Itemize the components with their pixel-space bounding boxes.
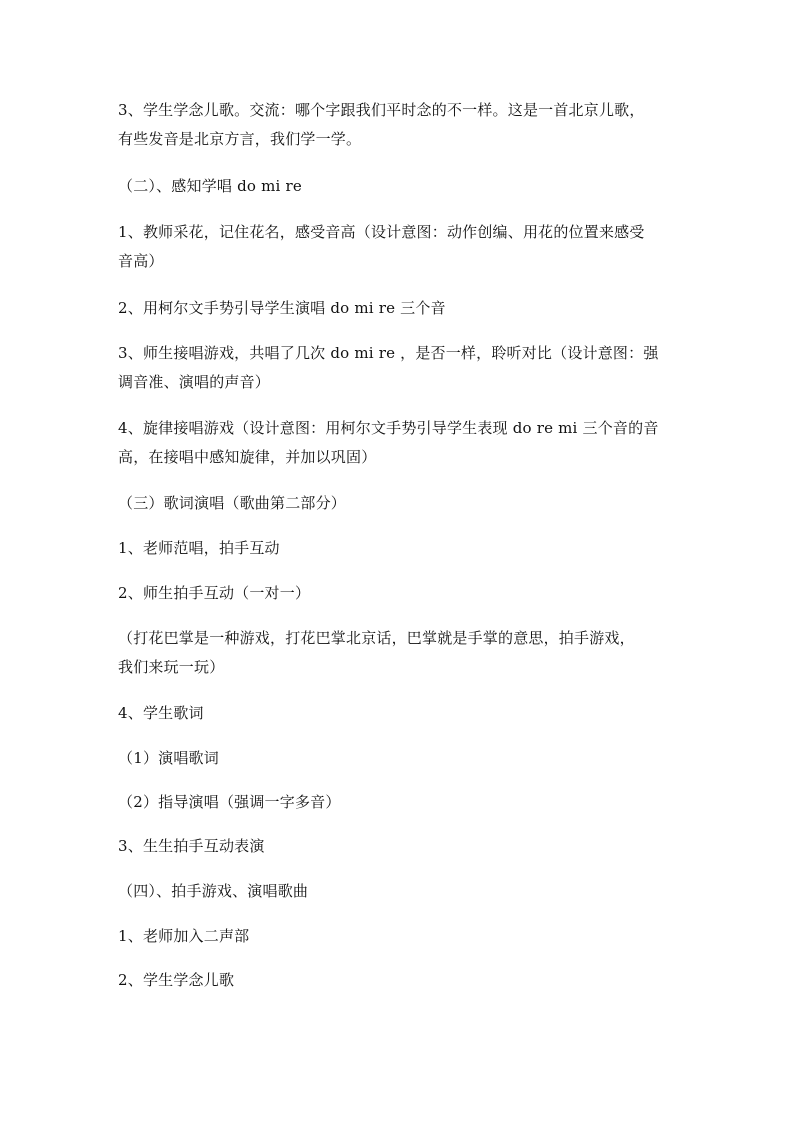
paragraph-game-explanation [118,624,684,682]
text-line: 有些发音是北京方言，我们学一学。 [118,130,362,148]
text-line: （打花巴掌是一种游戏，打花巴掌北京话，巴掌就是手掌的意思，拍手游戏， [118,629,635,647]
text-line: 3、生生拍手互动表演 [118,837,265,855]
text-line: 高，在接唱中感知旋律，并加以巩固） [118,448,377,466]
text-line: 音高） [118,252,164,270]
paragraph-sing-lyrics [118,744,684,773]
text-line: 2、用柯尔文手势引导学生演唱 do mi re 三个音 [118,299,446,317]
text-line: 1、老师范唱，拍手互动 [118,539,280,557]
text-line: （四）、拍手游戏、演唱歌曲 [118,882,309,900]
section-heading-4 [118,877,684,906]
paragraph-student-lyrics [118,699,684,728]
paragraph-teacher-flowers [118,218,684,276]
paragraph-kodaly-hand-signs [118,294,684,323]
text-line: 我们来玩一玩） [118,658,225,676]
text-line: 3、学生学念儿歌。交流：哪个字跟我们平时念的不一样。这是一首北京儿歌， [118,101,645,119]
paragraph-peer-performance [118,832,684,861]
text-line: （1）演唱歌词 [118,749,219,767]
text-line: （二）、感知学唱 do mi re [118,177,302,195]
text-line: 调音准、演唱的声音） [118,373,271,391]
paragraph-guided-singing [118,788,684,817]
text-line: 4、旋律接唱游戏（设计意图：用柯尔文手势引导学生表现 do re mi 三个音的音 [118,419,659,437]
text-line: 2、学生学念儿歌 [118,971,235,989]
text-line: 2、师生拍手互动（一对一） [118,584,311,602]
paragraph-second-voice [118,922,684,951]
section-heading-3 [118,489,684,518]
text-line: 4、学生歌词 [118,704,204,722]
section-heading-2 [118,172,684,201]
text-line: 3、师生接唱游戏，共唱了几次 do mi re ，是否一样，聆听对比（设计意图：强 [118,344,659,362]
text-line: （三）歌词演唱（歌曲第二部分） [118,494,347,512]
paragraph-teacher-demo [118,534,684,563]
paragraph-clap-interaction [118,579,684,608]
paragraph-call-response [118,339,684,397]
text-line: （2）指导演唱（强调一字多音） [118,793,341,811]
paragraph-student-chant [118,966,684,995]
paragraph-melody-game [118,414,684,472]
text-line: 1、老师加入二声部 [118,927,250,945]
paragraph-learn-chant [118,96,684,154]
text-line: 1、教师采花，记住花名，感受音高（设计意图：动作创编、用花的位置来感受 [118,223,645,241]
